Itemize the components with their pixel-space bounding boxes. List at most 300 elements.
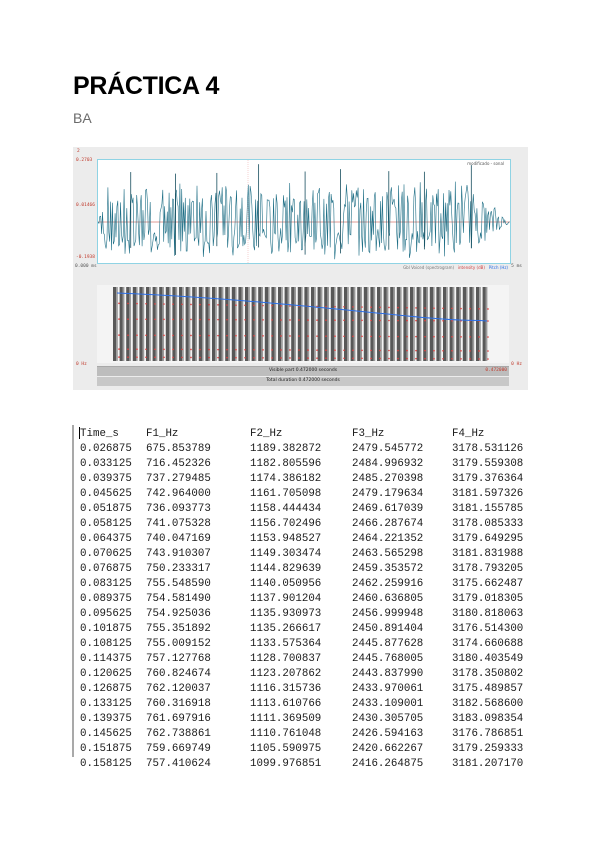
formant-dot	[424, 350, 426, 352]
formant-dot	[190, 319, 192, 321]
formant-dot	[208, 304, 210, 306]
inter-pulse-band	[433, 287, 435, 361]
formant-dot	[325, 306, 327, 308]
table-cell: 754.581490	[146, 593, 211, 605]
inter-pulse-band	[387, 287, 389, 361]
glottal-pulse-band	[476, 287, 479, 361]
table-cell: 2443.837990	[352, 668, 424, 680]
formant-dot	[424, 336, 426, 338]
frequency-max-label: 0 Hz	[511, 362, 522, 367]
table-cell: 2464.221352	[352, 533, 424, 545]
formant-dot	[325, 357, 327, 359]
glottal-pulse-band	[113, 287, 116, 361]
formant-dot	[325, 319, 327, 321]
formant-dot	[226, 357, 228, 359]
formant-dot	[370, 306, 372, 308]
table-cell: 0.145625	[80, 728, 132, 740]
inter-pulse-band	[440, 287, 442, 361]
table-cell: 2459.353572	[352, 563, 424, 575]
formant-dot	[433, 336, 435, 338]
formant-dot	[190, 357, 192, 359]
inter-pulse-band	[242, 287, 244, 361]
table-cell: 2462.259916	[352, 578, 424, 590]
glottal-pulse-band	[311, 287, 314, 361]
formant-dot	[478, 308, 480, 310]
inter-pulse-band	[123, 287, 125, 361]
spectrogram-striations	[113, 287, 487, 361]
inter-pulse-band	[268, 287, 270, 361]
table-cell: 0.158125	[80, 758, 132, 770]
formant-dot	[469, 358, 471, 360]
formant-dot	[334, 319, 336, 321]
waveform-panel[interactable]	[97, 159, 511, 264]
axis-corner-label: 2	[77, 149, 80, 154]
formant-dot	[127, 348, 129, 350]
formant-dot	[181, 319, 183, 321]
formant-dot	[127, 303, 129, 305]
formant-dot	[442, 350, 444, 352]
waveform-plot	[98, 160, 510, 263]
time-end-label: 5 ms	[511, 264, 522, 269]
glottal-pulse-band	[403, 287, 406, 361]
formant-dot	[406, 320, 408, 322]
table-cell: 3179.649295	[452, 533, 524, 545]
formant-dot	[262, 319, 264, 321]
formant-dot	[379, 336, 381, 338]
visible-part-text: Visible part 0.472000 seconds	[268, 368, 338, 373]
table-row	[80, 667, 532, 682]
formant-dot	[118, 334, 120, 336]
formant-dot	[289, 335, 291, 337]
formant-dot	[289, 319, 291, 321]
formant-dot	[343, 319, 345, 321]
table-row	[80, 457, 532, 472]
formant-dot	[289, 305, 291, 307]
formant-dot	[397, 320, 399, 322]
formant-dot	[307, 319, 309, 321]
formant-dot	[316, 349, 318, 351]
formant-dot	[316, 357, 318, 359]
column-header: F3_Hz	[352, 428, 385, 440]
formant-dot	[325, 349, 327, 351]
inter-pulse-band	[222, 287, 224, 361]
formant-dot	[343, 335, 345, 337]
formant-dot	[226, 319, 228, 321]
formant-dot	[136, 303, 138, 305]
formant-dot	[451, 336, 453, 338]
glottal-pulse-band	[331, 287, 334, 361]
formant-dot	[253, 305, 255, 307]
formant-dot	[217, 304, 219, 306]
formant-dot	[190, 349, 192, 351]
glottal-pulse-band	[139, 287, 142, 361]
glottal-pulse-band	[159, 287, 162, 361]
formant-dot	[469, 350, 471, 352]
table-cell: 0.076875	[80, 563, 132, 575]
formant-dot	[154, 303, 156, 305]
table-cell: 0.151875	[80, 743, 132, 755]
selection-end-value: 0.472000	[485, 368, 507, 373]
table-cell: 0.095625	[80, 608, 132, 620]
table-row	[80, 472, 532, 487]
formant-dot	[217, 319, 219, 321]
inter-pulse-band	[486, 287, 488, 361]
table-cell: 3180.818063	[452, 608, 524, 620]
table-cell: 1105.590975	[250, 743, 322, 755]
formant-dot	[406, 350, 408, 352]
inter-pulse-band	[446, 287, 448, 361]
formant-dot	[361, 336, 363, 338]
formant-dot	[199, 335, 201, 337]
inter-pulse-band	[143, 287, 145, 361]
formant-dot	[163, 357, 165, 359]
formant-dot	[397, 350, 399, 352]
formant-dot	[190, 335, 192, 337]
table-cell: 1174.386182	[250, 473, 322, 485]
glottal-pulse-band	[450, 287, 453, 361]
table-cell: 0.083125	[80, 578, 132, 590]
visible-part-bar[interactable]	[97, 366, 509, 376]
table-cell: 0.026875	[80, 443, 132, 455]
table-cell: 716.452326	[146, 458, 211, 470]
table-row	[80, 742, 532, 757]
formant-dot	[217, 335, 219, 337]
inter-pulse-band	[479, 287, 481, 361]
inter-pulse-band	[327, 287, 329, 361]
formant-dot	[379, 320, 381, 322]
inter-pulse-band	[149, 287, 151, 361]
inter-pulse-band	[466, 287, 468, 361]
formant-dot	[154, 356, 156, 358]
column-header: F2_Hz	[250, 428, 283, 440]
table-row	[80, 547, 532, 562]
formant-dot	[181, 335, 183, 337]
formant-dot	[280, 319, 282, 321]
formant-dot	[118, 356, 120, 358]
inter-pulse-band	[314, 287, 316, 361]
formant-dot	[172, 357, 174, 359]
inter-pulse-band	[321, 287, 323, 361]
praat-screenshot	[73, 147, 528, 390]
formant-dot	[415, 358, 417, 360]
formant-table-screenshot	[72, 425, 532, 770]
formant-dot	[235, 335, 237, 337]
table-cell: 1140.050956	[250, 578, 322, 590]
formant-dot	[334, 306, 336, 308]
inter-pulse-band	[400, 287, 402, 361]
table-row	[80, 682, 532, 697]
inter-pulse-band	[129, 287, 131, 361]
formant-dot	[397, 307, 399, 309]
table-cell: 1135.266617	[250, 623, 322, 635]
table-cell: 3179.376364	[452, 473, 524, 485]
table-cell: 0.139375	[80, 713, 132, 725]
table-cell: 0.101875	[80, 623, 132, 635]
formant-dot	[244, 357, 246, 359]
glottal-pulse-band	[417, 287, 420, 361]
formant-dot	[451, 308, 453, 310]
formant-dot	[424, 358, 426, 360]
table-cell: 2484.996932	[352, 458, 424, 470]
formant-dot	[424, 320, 426, 322]
formant-dot	[298, 357, 300, 359]
glottal-pulse-band	[463, 287, 466, 361]
formant-dot	[397, 358, 399, 360]
glottal-pulse-band	[318, 287, 321, 361]
glottal-pulse-band	[265, 287, 268, 361]
table-cell: 1158.444434	[250, 503, 322, 515]
table-cell: 3181.207170	[452, 758, 524, 770]
table-cell: 0.133125	[80, 698, 132, 710]
table-cell: 3176.786851	[452, 728, 524, 740]
formant-dot	[199, 304, 201, 306]
formant-dot	[370, 336, 372, 338]
table-cell: 1137.901204	[250, 593, 322, 605]
formant-dot	[118, 348, 120, 350]
formant-dot	[316, 335, 318, 337]
glottal-pulse-band	[304, 287, 307, 361]
table-row	[80, 517, 532, 532]
table-cell: 0.058125	[80, 518, 132, 530]
formant-dot	[127, 334, 129, 336]
formant-dot	[451, 350, 453, 352]
inter-pulse-band	[459, 287, 461, 361]
formant-dot	[280, 349, 282, 351]
formant-dot	[280, 357, 282, 359]
table-row	[80, 502, 532, 517]
table-cell: 3181.155785	[452, 503, 524, 515]
formant-dot	[127, 318, 129, 320]
formant-dot	[406, 336, 408, 338]
formant-dot	[352, 358, 354, 360]
inter-pulse-band	[374, 287, 376, 361]
table-row	[80, 487, 532, 502]
formant-dot	[145, 334, 147, 336]
formant-dot	[370, 320, 372, 322]
table-cell: 2416.264875	[352, 758, 424, 770]
table-row	[80, 592, 532, 607]
table-row	[80, 697, 532, 712]
table-cell: 740.047169	[146, 533, 211, 545]
inter-pulse-band	[413, 287, 415, 361]
formant-dot	[145, 348, 147, 350]
formant-dot	[478, 350, 480, 352]
table-cell: 3174.660688	[452, 638, 524, 650]
formant-dot	[244, 319, 246, 321]
formant-dot	[388, 336, 390, 338]
legend-spectrogram: Gbl Voiced (spectrogram)	[403, 265, 455, 270]
formant-dot	[361, 358, 363, 360]
table-cell: 0.039375	[80, 473, 132, 485]
glottal-pulse-band	[443, 287, 446, 361]
formant-dot	[181, 304, 183, 306]
legend-intensity: intensity (dB)	[457, 265, 485, 270]
glottal-pulse-band	[120, 287, 123, 361]
table-cell: 3178.531126	[452, 443, 524, 455]
formant-dot	[262, 305, 264, 307]
glottal-pulse-band	[469, 287, 472, 361]
formant-dot	[487, 358, 489, 360]
inter-pulse-band	[453, 287, 455, 361]
glottal-pulse-band	[285, 287, 288, 361]
formant-dot	[289, 357, 291, 359]
table-cell: 2466.287674	[352, 518, 424, 530]
inter-pulse-band	[367, 287, 369, 361]
formant-dot	[307, 335, 309, 337]
channel-label: modificado - sonal	[467, 161, 504, 166]
formant-dot	[244, 349, 246, 351]
glottal-pulse-band	[390, 287, 393, 361]
inter-pulse-band	[354, 287, 356, 361]
table-cell: 741.075328	[146, 518, 211, 530]
inter-pulse-band	[301, 287, 303, 361]
inter-pulse-band	[215, 287, 217, 361]
inter-pulse-band	[176, 287, 178, 361]
formant-dot	[199, 349, 201, 351]
formant-dot	[235, 304, 237, 306]
formant-dot	[442, 307, 444, 309]
glottal-pulse-band	[291, 287, 294, 361]
table-cell: 2430.305705	[352, 713, 424, 725]
formant-dot	[271, 357, 273, 359]
inter-pulse-band	[195, 287, 197, 361]
column-header: F1_Hz	[146, 428, 179, 440]
table-cell: 0.051875	[80, 503, 132, 515]
table-cell: 3182.568600	[452, 698, 524, 710]
inter-pulse-band	[426, 287, 428, 361]
formant-dot	[271, 349, 273, 351]
total-duration-bar[interactable]	[97, 377, 509, 386]
formant-dot	[415, 320, 417, 322]
formant-dot	[307, 357, 309, 359]
table-cell: 1133.575364	[250, 638, 322, 650]
formant-dot	[280, 305, 282, 307]
formant-dot	[361, 306, 363, 308]
formant-dot	[172, 319, 174, 321]
formant-dot	[415, 350, 417, 352]
inter-pulse-band	[169, 287, 171, 361]
formant-dot	[271, 319, 273, 321]
formant-dot	[226, 335, 228, 337]
inter-pulse-band	[288, 287, 290, 361]
table-cell: 3178.085333	[452, 518, 524, 530]
formant-dot	[136, 318, 138, 320]
table-row	[80, 622, 532, 637]
page-subtitle: BA	[73, 110, 92, 126]
formant-dot	[379, 307, 381, 309]
table-cell: 3176.514300	[452, 623, 524, 635]
table-row	[80, 442, 532, 457]
table-cell: 1161.705098	[250, 488, 322, 500]
inter-pulse-band	[275, 287, 277, 361]
formant-dot	[244, 304, 246, 306]
formant-dot	[433, 320, 435, 322]
table-cell: 762.738861	[146, 728, 211, 740]
table-cell: 2450.891404	[352, 623, 424, 635]
formant-dot	[307, 349, 309, 351]
formant-dot	[181, 357, 183, 359]
table-cell: 3183.098354	[452, 713, 524, 725]
formant-dot	[253, 335, 255, 337]
spectrogram-panel[interactable]	[97, 285, 509, 363]
formant-dot	[298, 335, 300, 337]
formant-dot	[442, 320, 444, 322]
formant-dot	[118, 303, 120, 305]
formant-dot	[253, 349, 255, 351]
table-cell: 2433.109001	[352, 698, 424, 710]
formant-dot	[208, 357, 210, 359]
formant-dot	[379, 350, 381, 352]
table-cell: 0.070625	[80, 548, 132, 560]
formant-dot	[487, 308, 489, 310]
table-cell: 0.064375	[80, 533, 132, 545]
table-cell: 1189.382872	[250, 443, 322, 455]
waveform-path	[98, 182, 509, 260]
table-cell: 2433.970061	[352, 683, 424, 695]
table-cell: 0.089375	[80, 593, 132, 605]
formant-dot	[487, 320, 489, 322]
table-cell: 2445.768005	[352, 653, 424, 665]
table-cell: 750.233317	[146, 563, 211, 575]
legend-pitch: Pitch (Hz)	[488, 265, 508, 270]
table-cell: 755.351892	[146, 623, 211, 635]
formant-dot	[208, 319, 210, 321]
table-cell: 1153.948527	[250, 533, 322, 545]
glottal-pulse-band	[238, 287, 241, 361]
time-start-label: 0.000 ms	[75, 264, 97, 269]
formant-dot	[361, 320, 363, 322]
table-cell: 3181.597326	[452, 488, 524, 500]
table-cell: 761.697916	[146, 713, 211, 725]
formant-dot	[370, 350, 372, 352]
formant-dot	[334, 335, 336, 337]
formant-dot	[253, 319, 255, 321]
formant-dot	[235, 349, 237, 351]
formant-dot	[298, 319, 300, 321]
frequency-min-label: 0 Hz	[76, 362, 87, 367]
glottal-pulse-band	[483, 287, 486, 361]
formant-dot	[145, 356, 147, 358]
formant-dot	[406, 307, 408, 309]
glottal-pulse-band	[146, 287, 149, 361]
table-cell: 754.925036	[146, 608, 211, 620]
table-cell: 743.910307	[146, 548, 211, 560]
inter-pulse-band	[347, 287, 349, 361]
glottal-pulse-band	[258, 287, 261, 361]
formant-dot	[163, 335, 165, 337]
formant-dot	[298, 349, 300, 351]
table-cell: 3178.793205	[452, 563, 524, 575]
table-cell: 2420.662267	[352, 743, 424, 755]
amplitude-mid-label: 0.01466	[76, 203, 95, 208]
table-cell: 1144.829639	[250, 563, 322, 575]
formant-dot	[253, 357, 255, 359]
inter-pulse-band	[393, 287, 395, 361]
formant-dot	[262, 335, 264, 337]
formant-dot	[325, 335, 327, 337]
table-cell: 737.279485	[146, 473, 211, 485]
formant-dot	[352, 320, 354, 322]
waveform-trace	[98, 164, 509, 259]
glottal-pulse-band	[219, 287, 222, 361]
glottal-pulse-band	[430, 287, 433, 361]
table-cell: 3178.350802	[452, 668, 524, 680]
inter-pulse-band	[294, 287, 296, 361]
formant-dot	[451, 320, 453, 322]
formant-dot	[217, 349, 219, 351]
formant-dot	[235, 319, 237, 321]
column-header: F4_Hz	[452, 428, 485, 440]
